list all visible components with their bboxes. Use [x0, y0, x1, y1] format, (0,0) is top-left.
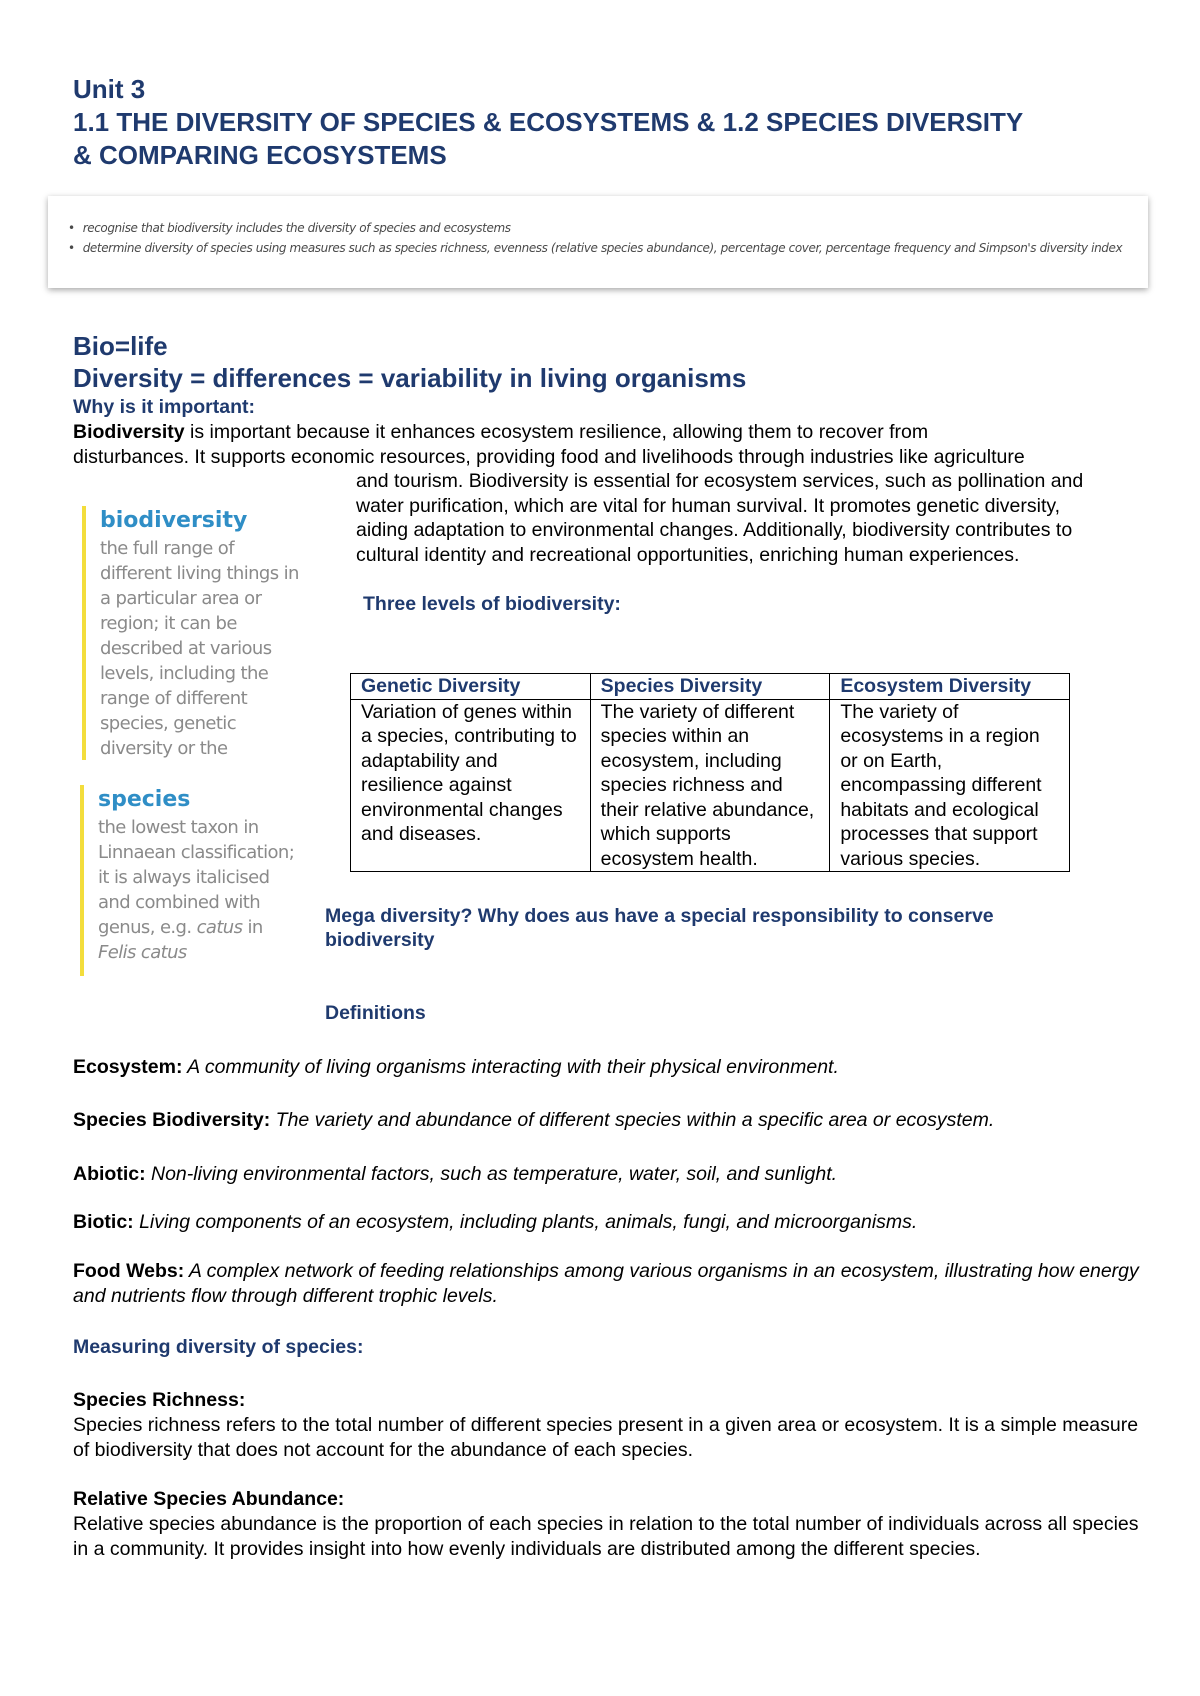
relative-abundance-heading: Relative Species Abundance:: [73, 1488, 345, 1510]
why-heading: Why is it important:: [73, 396, 255, 418]
column-header: Ecosystem Diversity: [830, 674, 1070, 700]
page-title-line-2: & COMPARING ECOSYSTEMS: [73, 140, 447, 170]
diversity-heading: Diversity = differences = variability in living organisms: [73, 363, 747, 393]
definition-species-biodiversity: Species Biodiversity: The variety and abundance of different species within a specific area or ecosystem.: [73, 1109, 995, 1131]
table-cell: Variation of genes within a species, contributing to adaptability and resilience against environmental changes and diseases.: [351, 699, 591, 872]
page-title-line-1: 1.1 THE DIVERSITY OF SPECIES & ECOSYSTEMS & 1.2 SPECIES DIVERSITY: [73, 107, 1024, 137]
learning-outcomes-box: [48, 196, 1148, 288]
glossary-definition: the full range of different living things in a particular area or region; it can be described at various levels, including the range of different species, genetic diversity or the: [100, 538, 299, 759]
table-row: [351, 699, 1070, 872]
biodiversity-levels-table: [350, 673, 1070, 872]
glossary-card-biodiversity: [82, 506, 300, 760]
species-richness-heading: Species Richness:: [73, 1389, 246, 1411]
definition-ecosystem: Ecosystem: A community of living organisms interacting with their physical environment.: [73, 1056, 839, 1078]
intro-paragraph-line-2: disturbances. It supports economic resources, providing food and livelihoods through industries like agriculture: [73, 445, 1025, 468]
column-header: Species Diversity: [590, 674, 830, 700]
table-header-row: [351, 674, 1070, 700]
outcomes-list: [68, 218, 1122, 258]
definition-biotic: Biotic: Living components of an ecosystem, including plants, animals, fungi, and microorganisms.: [73, 1211, 918, 1233]
outcome-item: • determine diversity of species using measures such as species richness, evenness (relative species abundance), percentage cover, percentage frequency and Simpson's diversity index: [68, 238, 1122, 258]
outcome-item: • recognise that biodiversity includes the diversity of species and ecosystems: [68, 218, 1122, 238]
glossary-card-species: [80, 785, 298, 976]
bio-heading: Bio=life: [73, 331, 168, 361]
measuring-heading: Measuring diversity of species:: [73, 1336, 364, 1358]
relative-abundance-text: Relative species abundance is the proportion of each species in relation to the total number of individuals across all species in a community. It provides insight into how evenly individuals are distributed among the different species.: [73, 1513, 1139, 1560]
mega-diversity-question: Mega diversity? Why does aus have a special responsibility to conserve biodiversity: [325, 905, 994, 951]
biodiversity-term: Biodiversity: [73, 421, 185, 443]
definition-food-webs: Food Webs: A complex network of feeding relationships among various organisms in an ecosystem, illustrating how energy and nutrients flow through different trophic levels.: [73, 1260, 1139, 1307]
unit-label: Unit 3: [73, 74, 146, 104]
species-richness-text: Species richness refers to the total number of different species present in a given area or ecosystem. It is a simple measure of biodiversity that does not account for the abundance of each species.: [73, 1414, 1139, 1461]
glossary-term: species: [98, 787, 191, 812]
glossary-definition: the lowest taxon in Linnaean classification; it is always italicised and combined with genus, e.g. catus in Felis catus: [98, 817, 295, 963]
table-cell: The variety of different species within an ecosystem, including species richness and their relative abundance, which supports ecosystem health.: [590, 699, 830, 872]
intro-paragraph-line-1: Biodiversity is important because it enhances ecosystem resilience, allowing them to recover from: [73, 421, 929, 443]
intro-paragraph-continued: and tourism. Biodiversity is essential for ecosystem services, such as pollination and water purification, which are vital for human survival. It promotes genetic diversity, aiding adaptation to environmental changes. Additionally, biodiversity contributes to cultural identity and recreational opportunities, enriching human experiences.: [356, 470, 1084, 566]
definitions-heading: Definitions: [325, 1002, 426, 1024]
column-header: Genetic Diversity: [351, 674, 591, 700]
glossary-term: biodiversity: [100, 508, 248, 533]
table-cell: The variety of ecosystems in a region or on Earth, encompassing different habitats and ecological processes that support various species.: [830, 699, 1070, 872]
definition-abiotic: Abiotic: Non-living environmental factors, such as temperature, water, soil, and sunlight.: [73, 1163, 838, 1185]
three-levels-heading: Three levels of biodiversity:: [363, 593, 621, 615]
